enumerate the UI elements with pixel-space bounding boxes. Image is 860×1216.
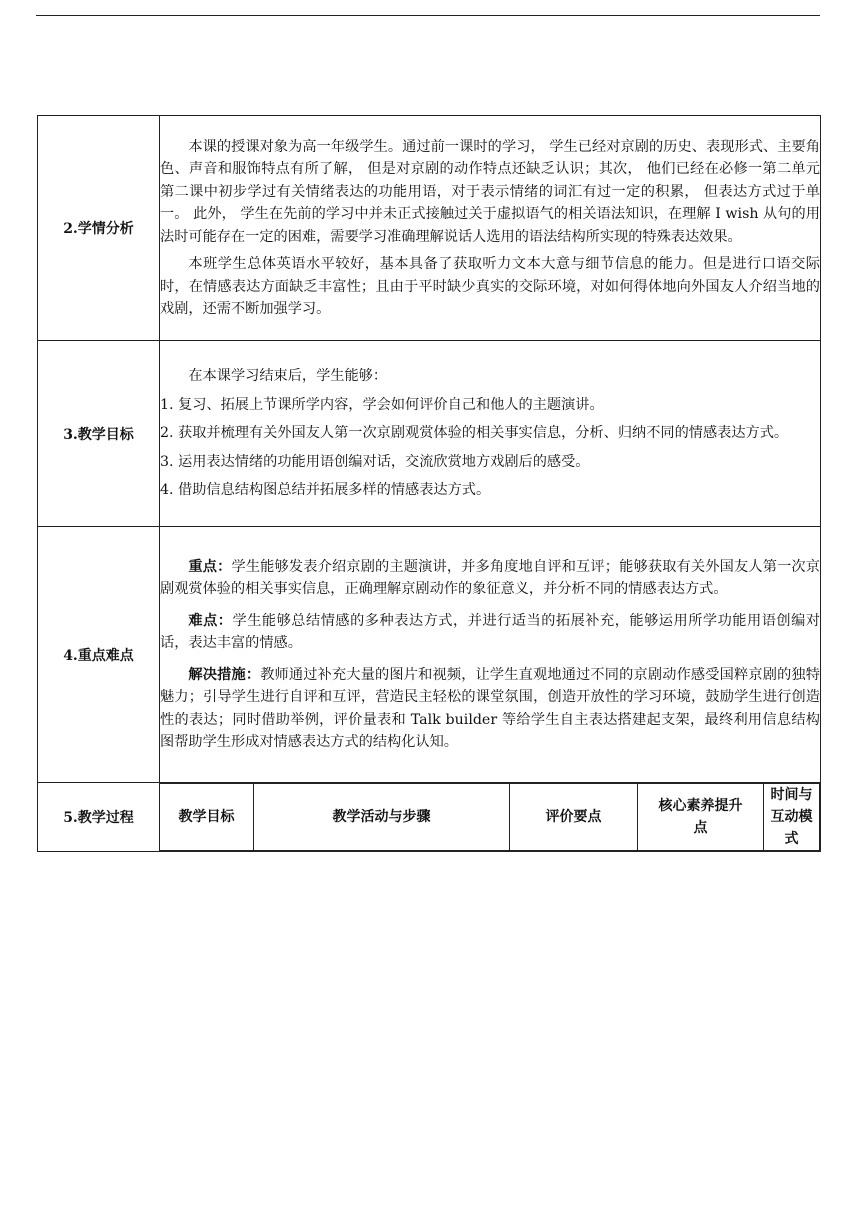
section-label: 5.教学过程 [38, 783, 160, 852]
paragraph: 本课的授课对象为高一年级学生。通过前一课时的学习， 学生已经对京剧的历史、表现形式、主要角色、声音和服饰特点有所了解， 但是对京剧的动作特点还缺乏认识；其次， 他们已经在必修一第二单元第二课中初步学过有关情绪表达的功能用语，对于表示情绪的词汇有过一定的积累， 但表达方式过于单一。 此外， 学生在先前的学习中并未正式接触过关于虚拟语气的相关语法知识，在理解 I wish 从句的用法时可能存在一定的困难，需要学习准确理解说话人选用的语法结构所实现的特殊表达效果。 [160, 138, 820, 245]
objective-item: 2. 获取并梳理有关外国友人第一次京剧观赏体验的相关事实信息，分析、归纳不同的情感表达方式。 [160, 425, 789, 442]
section-teaching-objectives [38, 341, 821, 527]
lesson-plan-table [37, 115, 821, 852]
column-header: 评价要点 [510, 784, 638, 851]
block-text: 学生能够总结情感的多种表达方式，并进行适当的拓展补充，能够运用所学功能用语创编对话，表达丰富的情感。 [160, 612, 820, 651]
objectives-intro: 在本课学习结束后，学生能够： [188, 368, 388, 385]
section-label: 2.学情分析 [38, 116, 160, 341]
column-header: 教学目标 [160, 784, 254, 851]
block-term: 解决措施： [188, 666, 261, 683]
section-content [160, 116, 821, 341]
section-content [160, 527, 821, 783]
section-content [160, 341, 821, 527]
column-header: 教学活动与步骤 [254, 784, 510, 851]
block-term: 难点： [188, 612, 233, 629]
section-key-difficult-points [38, 527, 821, 783]
section-label: 3.教学目标 [38, 341, 160, 527]
block-text: 教师通过补充大量的图片和视频，让学生直观地通过不同的京剧动作感受国粹京剧的独特魅力；引导学生进行自评和互评，营造民主轻松的课堂氛围，创造开放性的学习环境，鼓励学生进行创造性的表达；同时借助举例，评价量表和 Talk builder 等给学生自主表达搭建起支架，最终利用信息结构图帮助学生形成对情感表达方式的结构化认知。 [160, 666, 820, 750]
section-label: 4.重点难点 [38, 527, 160, 783]
paragraph: 本班学生总体英语水平较好，基本具备了获取听力文本大意与细节信息的能力。但是进行口语交际时，在情感表达方面缺乏丰富性；且由于平时缺少真实的交际环境，对如何得体地向外国友人介绍当地的戏剧，还需不断加强学习。 [160, 256, 820, 317]
header-rule [36, 15, 820, 16]
difficult-point-block [160, 610, 820, 655]
process-header [160, 783, 821, 852]
objective-item: 1. 复习、拓展上节课所学内容，学会如何评价自己和他人的主题演讲。 [160, 396, 604, 413]
section-teaching-process [38, 783, 821, 852]
section-learner-analysis [38, 116, 821, 341]
block-term: 重点： [188, 558, 232, 575]
block-text: 学生能够发表介绍京剧的主题演讲，并多角度地自评和互评；能够获取有关外国友人第一次京剧观赏体验的相关事实信息，正确理解京剧动作的象征意义，并分析不同的情感表达方式。 [160, 558, 820, 597]
process-columns [160, 783, 820, 851]
objective-item: 4. 借助信息结构图总结并拓展多样的情感表达方式。 [160, 482, 491, 499]
column-header: 核心素养提升点 [638, 784, 764, 851]
solution-block [160, 664, 820, 754]
column-header: 时间与互动模式 [764, 784, 820, 851]
key-point-block [160, 556, 820, 601]
objective-item: 3. 运用表达情绪的功能用语创编对话，交流欣赏地方戏剧后的感受。 [160, 453, 590, 470]
